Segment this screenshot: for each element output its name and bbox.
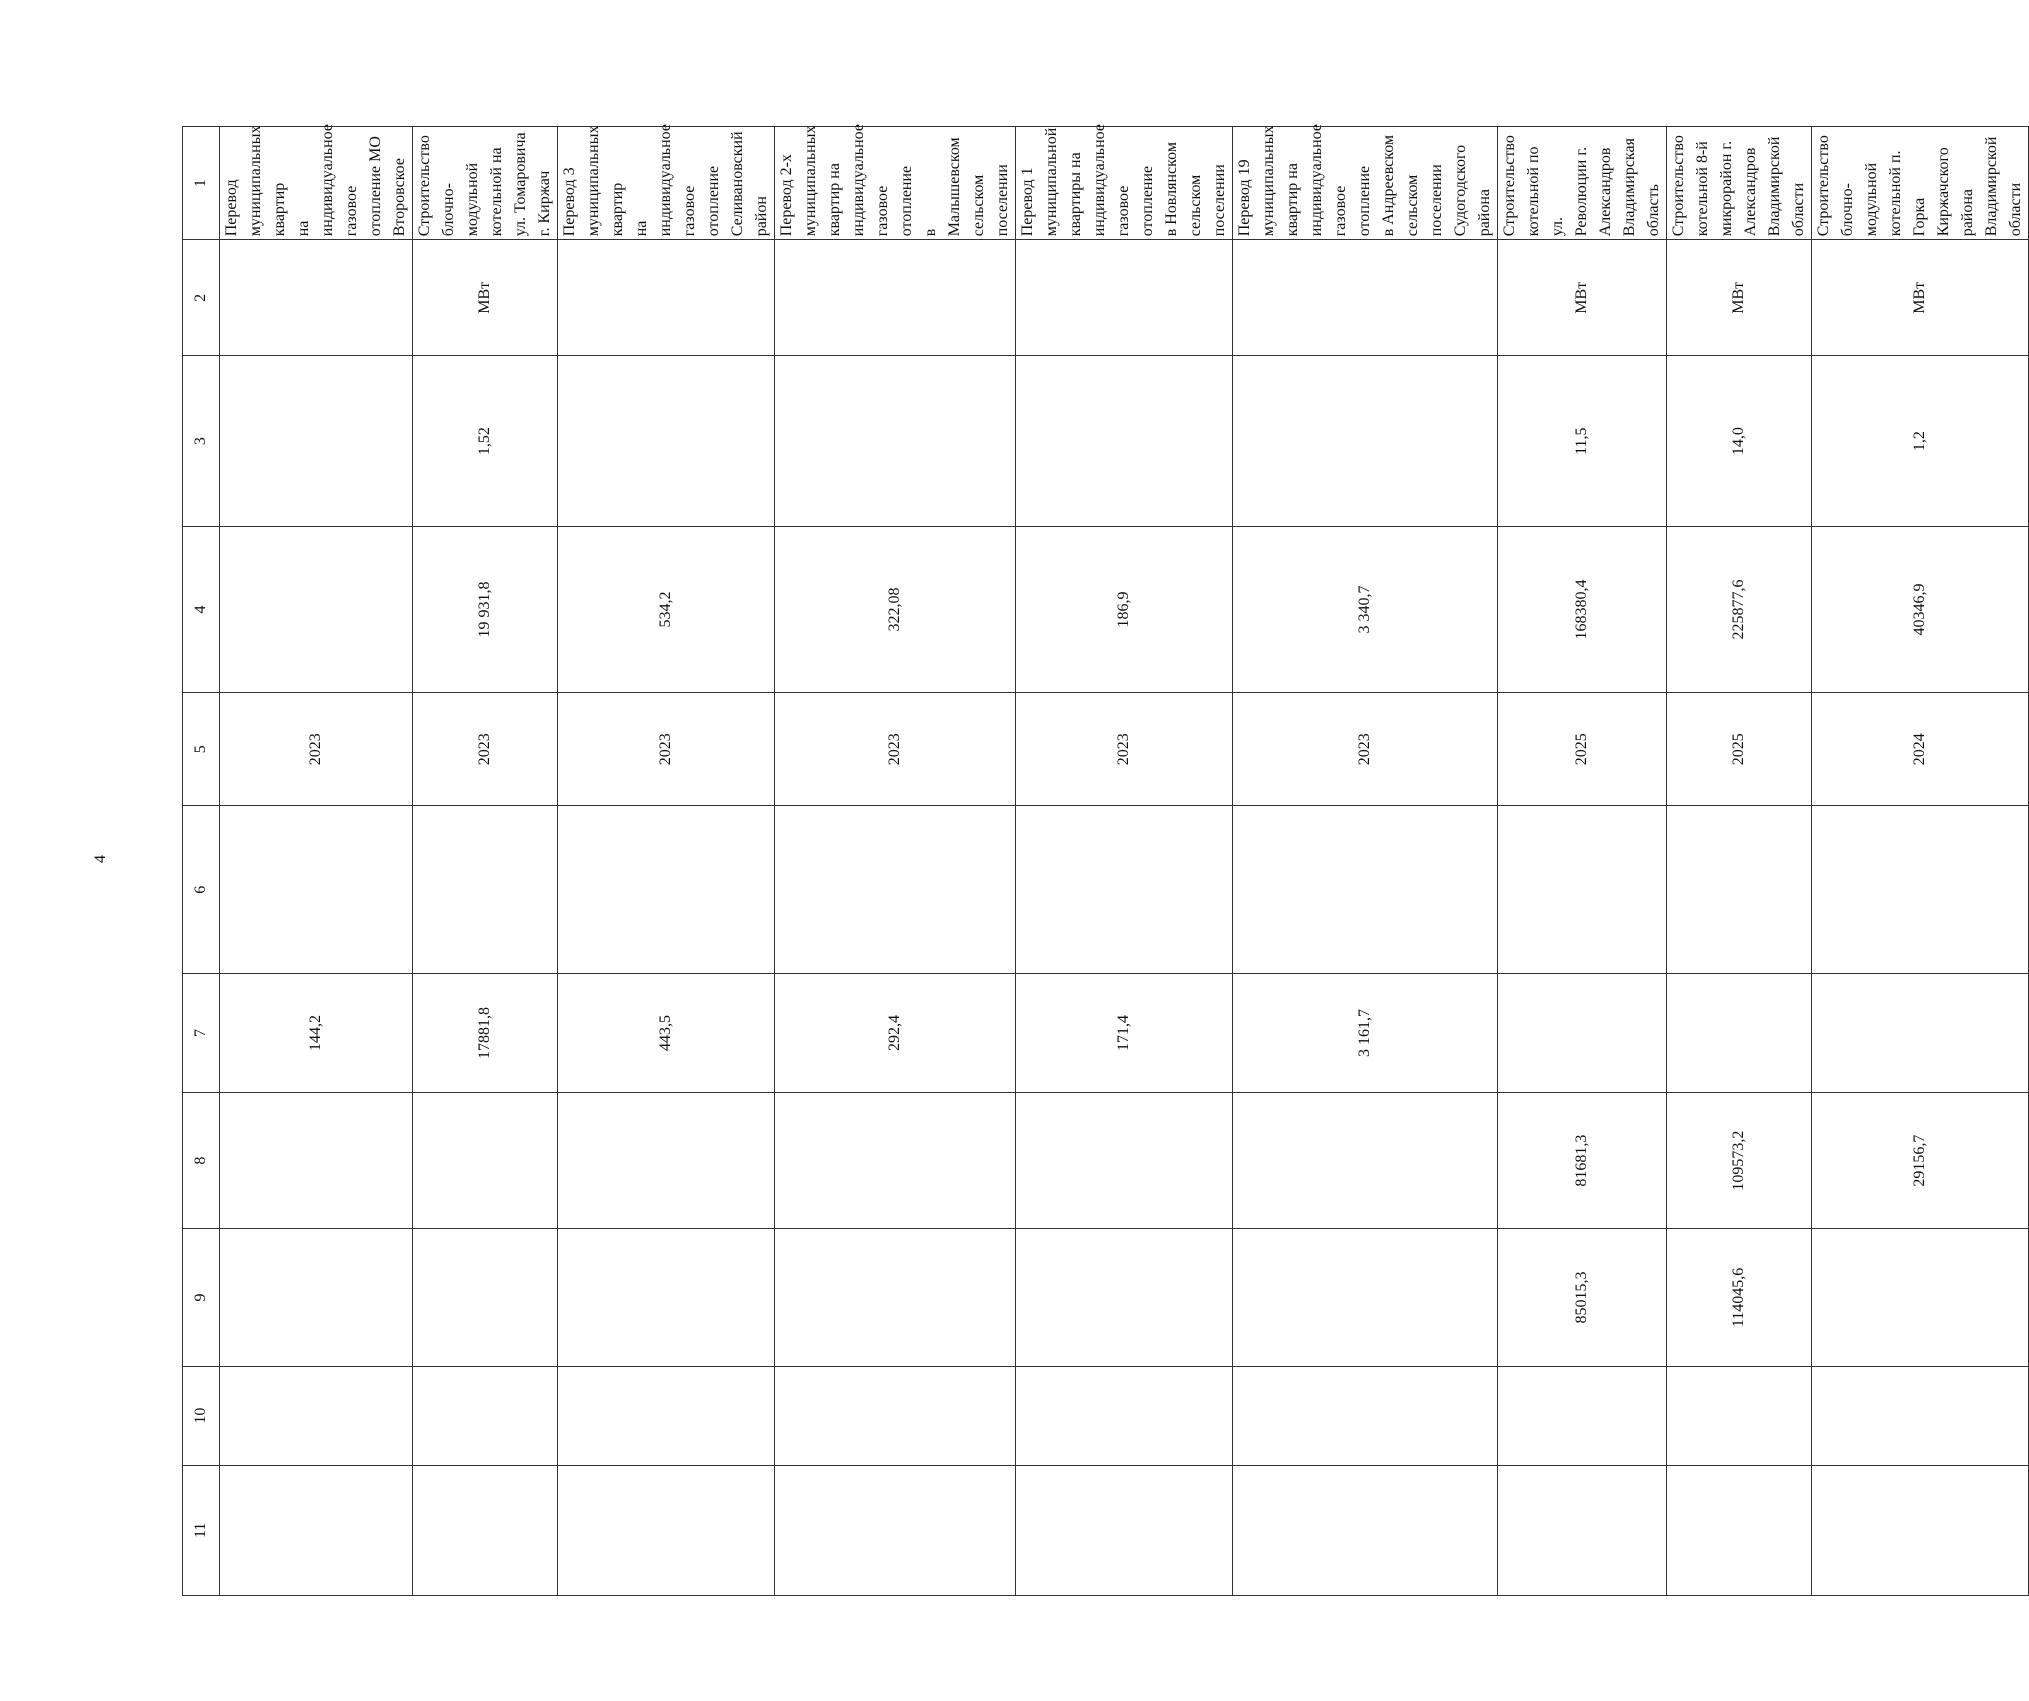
cell-c5: 2024 <box>1812 693 2029 806</box>
page-number: 4 <box>92 855 109 863</box>
cell-c11 <box>1812 1465 2029 1595</box>
cell-c4: 168380,4 <box>1498 526 1667 692</box>
project-name-line: котельной п. Горка Киржачского <box>1887 147 1952 237</box>
cell-unit <box>220 240 413 356</box>
cell-c6 <box>1667 806 1812 974</box>
cell-c7: 3 161,7 <box>1233 974 1498 1093</box>
cell-c9 <box>775 1229 1016 1367</box>
cell-c5: 2023 <box>1016 693 1233 806</box>
cell-c7: 17881,8 <box>413 974 558 1093</box>
project-name-line: Перевод 3 муниципальных квартир <box>561 125 626 237</box>
table-row <box>1812 127 2029 1596</box>
project-name-line: в Андреевском сельском поселении <box>1380 134 1445 237</box>
project-name-line: Строительство блочно-модульной <box>416 135 481 237</box>
cell-c9 <box>413 1229 558 1367</box>
cell-c6 <box>1498 806 1667 974</box>
cell-c3 <box>220 356 413 527</box>
cell-project-name <box>1016 124 1233 240</box>
cell-c10 <box>220 1366 413 1465</box>
cell-c5: 2023 <box>220 693 413 806</box>
table-row <box>775 127 1016 1596</box>
column-header-4: 4 <box>183 526 220 692</box>
project-name-line: микрорайон г. Александров <box>1718 140 1759 237</box>
column-header-5: 5 <box>183 693 220 806</box>
cell-unit <box>1233 240 1498 356</box>
project-name-line: квартир на индивидуальное газовое <box>1284 124 1349 237</box>
cell-c6 <box>775 806 1016 974</box>
cell-c7 <box>1667 974 1812 1093</box>
project-name-line: Перевод 2-х муниципальных <box>778 125 819 237</box>
project-name-line: на индивидуальное газовое <box>633 124 698 237</box>
project-name-line: Селивановский район <box>729 131 770 237</box>
project-name-line: Судогодского района <box>1452 144 1493 237</box>
cell-project-name <box>220 124 413 240</box>
cell-c3: 11,5 <box>1498 356 1667 527</box>
cell-c6 <box>220 806 413 974</box>
cell-c6 <box>558 806 775 974</box>
cell-c6 <box>1016 806 1233 974</box>
cell-project-name <box>1667 127 1812 240</box>
table-row <box>1667 127 1812 1596</box>
cell-c6 <box>413 806 558 974</box>
column-header-6: 6 <box>183 806 220 974</box>
cell-project-name <box>1233 124 1498 240</box>
cell-c9 <box>1016 1229 1233 1367</box>
cell-c10 <box>1016 1366 1233 1465</box>
column-header-8: 8 <box>183 1093 220 1229</box>
cell-c5: 2025 <box>1498 693 1667 806</box>
cell-c6 <box>1812 806 2029 974</box>
cell-c4: 3 340,7 <box>1233 526 1498 692</box>
column-header-2: 2 <box>183 240 220 356</box>
cell-c7 <box>1812 974 2029 1093</box>
cell-c4: 225877,6 <box>1667 526 1812 692</box>
cell-c10 <box>1812 1366 2029 1465</box>
table-rotated-container <box>182 124 2024 1596</box>
cell-c10 <box>558 1366 775 1465</box>
project-name-line: Строительство котельной по ул. <box>1501 135 1566 237</box>
cell-c11 <box>775 1465 1016 1595</box>
project-name-line: района Владимирской области <box>1959 136 2024 237</box>
cell-project-name <box>1498 127 1667 240</box>
cell-c10 <box>1498 1366 1667 1465</box>
table-row <box>413 127 558 1596</box>
project-name-line: на индивидуальное газовое <box>295 124 360 237</box>
column-header-3: 3 <box>183 356 220 527</box>
cell-c4: 40346,9 <box>1812 526 2029 692</box>
table-row <box>1498 127 1667 1596</box>
column-header-1: 1 <box>183 127 220 240</box>
project-name-line: отопление <box>705 165 722 237</box>
cell-c8: 81681,3 <box>1498 1093 1667 1229</box>
cell-unit <box>558 240 775 356</box>
cell-c8 <box>558 1093 775 1229</box>
cell-c9: 114045,6 <box>1667 1229 1812 1367</box>
cell-c11 <box>220 1465 413 1595</box>
cell-project-name <box>413 127 558 240</box>
cell-c8 <box>220 1093 413 1229</box>
cell-unit: МВт <box>1812 240 2029 356</box>
column-header-11: 11 <box>183 1465 220 1595</box>
project-name-line: в Новлянском сельском поселении <box>1163 142 1228 237</box>
table-row <box>1233 127 1498 1596</box>
cell-c3 <box>558 356 775 527</box>
project-name-line: Перевод 19 муниципальных <box>1236 125 1277 237</box>
cell-c3: 1,2 <box>1812 356 2029 527</box>
cell-unit: МВт <box>1667 240 1812 356</box>
cell-unit: МВт <box>413 240 558 356</box>
table-row <box>558 127 775 1596</box>
cell-c5: 2023 <box>775 693 1016 806</box>
cell-c9: 85015,3 <box>1498 1229 1667 1367</box>
cell-c7: 292,4 <box>775 974 1016 1093</box>
column-header-10: 10 <box>183 1366 220 1465</box>
project-name-line: Революции г. Александров <box>1573 146 1614 237</box>
cell-c4: 534,2 <box>558 526 775 692</box>
cell-c8 <box>413 1093 558 1229</box>
cell-c11 <box>558 1465 775 1595</box>
table-body <box>220 124 2029 1596</box>
project-name-line: отопление МО Второвское <box>367 136 408 237</box>
cell-c4: 322,08 <box>775 526 1016 692</box>
cell-c7: 443,5 <box>558 974 775 1093</box>
project-name-line: газовое отопление <box>1115 165 1156 237</box>
cell-unit <box>1016 240 1233 356</box>
header-row <box>183 127 220 1596</box>
project-name-line: в Малышевском сельском поселении <box>922 137 1011 237</box>
cell-project-name <box>558 124 775 240</box>
cell-c4: 186,9 <box>1016 526 1233 692</box>
project-name-line: Строительство блочно-модульной <box>1815 135 1880 237</box>
cell-c8 <box>775 1093 1016 1229</box>
cell-project-name <box>1812 127 2029 240</box>
cell-c7 <box>1498 974 1667 1093</box>
cell-c11 <box>413 1465 558 1595</box>
cell-c9 <box>558 1229 775 1367</box>
cell-c10 <box>775 1366 1016 1465</box>
cell-unit: МВт <box>1498 240 1667 356</box>
column-header-9: 9 <box>183 1229 220 1367</box>
cell-c8: 29156,7 <box>1812 1093 2029 1229</box>
cell-c4 <box>220 526 413 692</box>
cell-c5: 2025 <box>1667 693 1812 806</box>
project-name-line: отопление <box>898 165 915 237</box>
cell-c9 <box>1812 1229 2029 1367</box>
cell-c7: 171,4 <box>1016 974 1233 1093</box>
table-row <box>220 127 413 1596</box>
data-table <box>182 126 2029 1596</box>
cell-c7: 144,2 <box>220 974 413 1093</box>
cell-c8 <box>1016 1093 1233 1229</box>
project-name-line: отопление <box>1356 165 1373 237</box>
cell-c3: 1,52 <box>413 356 558 527</box>
cell-c8 <box>1233 1093 1498 1229</box>
cell-c8: 109573,2 <box>1667 1093 1812 1229</box>
project-name-line: Перевод 1 муниципальной <box>1019 127 1060 237</box>
cell-c3: 14,0 <box>1667 356 1812 527</box>
project-name-line: квартир на индивидуальное газовое <box>826 124 891 237</box>
project-name-line: квартиры на индивидуальное <box>1067 124 1108 237</box>
cell-c5: 2023 <box>558 693 775 806</box>
cell-c11 <box>1016 1465 1233 1595</box>
cell-c9 <box>220 1229 413 1367</box>
cell-c3 <box>1233 356 1498 527</box>
project-name-line: котельной на ул. Томаровича <box>488 132 529 237</box>
cell-c3 <box>1016 356 1233 527</box>
cell-c10 <box>1667 1366 1812 1465</box>
cell-c5: 2023 <box>413 693 558 806</box>
project-name-line: Строительство котельной 8-й <box>1670 135 1711 237</box>
project-name-line: Перевод муниципальных квартир <box>223 125 288 237</box>
cell-project-name <box>775 124 1016 240</box>
cell-c5: 2023 <box>1233 693 1498 806</box>
cell-c9 <box>1233 1229 1498 1367</box>
cell-c11 <box>1233 1465 1498 1595</box>
cell-c6 <box>1233 806 1498 974</box>
project-name-line: г. Киржач <box>536 170 553 237</box>
cell-c11 <box>1498 1465 1667 1595</box>
cell-c11 <box>1667 1465 1812 1595</box>
cell-c3 <box>775 356 1016 527</box>
cell-c4: 19 931,8 <box>413 526 558 692</box>
project-name-line: Владимирской области <box>1766 136 1807 237</box>
table-row <box>1016 127 1233 1596</box>
cell-unit <box>775 240 1016 356</box>
column-header-7: 7 <box>183 974 220 1093</box>
project-name-line: Владимирская область <box>1621 138 1662 237</box>
cell-c10 <box>1233 1366 1498 1465</box>
cell-c10 <box>413 1366 558 1465</box>
